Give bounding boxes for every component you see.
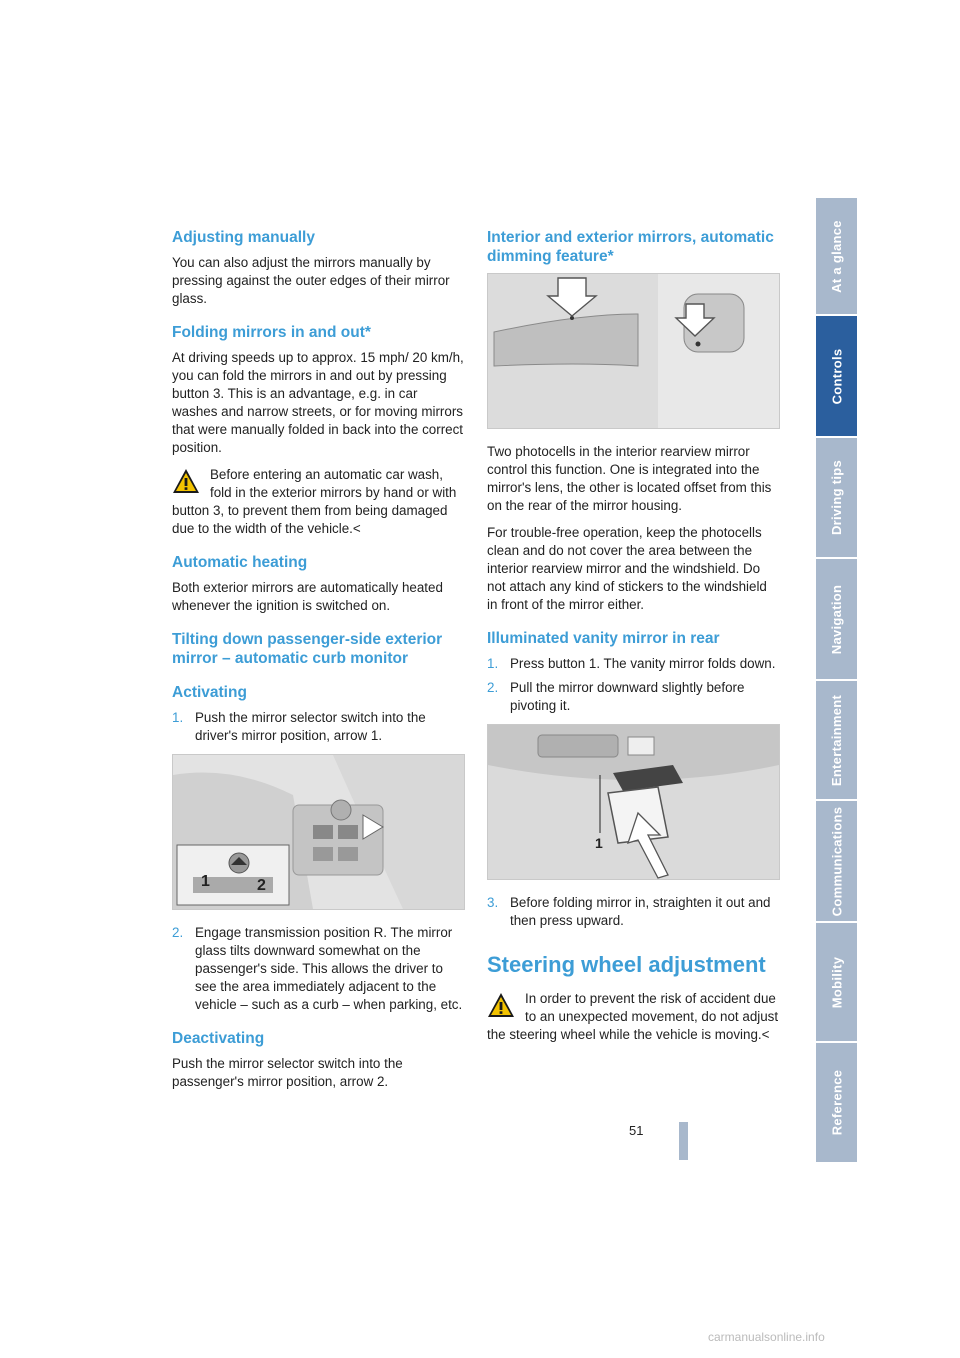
tab-controls[interactable] bbox=[816, 316, 857, 436]
page-marker-bar bbox=[679, 1122, 688, 1160]
heading-steering-wheel: Steering wheel adjustment bbox=[487, 952, 766, 977]
list-item bbox=[172, 709, 465, 745]
paragraph-dimming-2: For trouble-free operation, keep the photocells clean and do not cover the area between the interior rearview mirror and the windshield. Do not attach any kind of stickers to the windshield in front of the mirror either. bbox=[487, 525, 767, 612]
figure-rearview-mirror bbox=[487, 273, 780, 429]
tab-mobility[interactable] bbox=[816, 923, 857, 1041]
step-number: 2. bbox=[172, 925, 184, 940]
figure-label-2: 2 bbox=[257, 877, 266, 894]
heading-deactivating: Deactivating bbox=[172, 1030, 265, 1047]
tab-navigation[interactable] bbox=[816, 559, 857, 679]
figure-label-1: 1 bbox=[201, 873, 210, 890]
list-item bbox=[487, 894, 780, 930]
page-number: 51 bbox=[629, 1123, 644, 1138]
activating-steps-continued bbox=[172, 924, 465, 1014]
step-number: 1. bbox=[487, 656, 499, 671]
step-text: Before folding mirror in, straighten it out and then press upward. bbox=[510, 895, 771, 928]
activating-steps bbox=[172, 709, 465, 745]
step-text: Engage transmission position R. The mirror glass tilts downward somewhat on the passenger's side. This allows the driver to see the area immediately adjacent to the vehicle – such as a curb – when parking, etc. bbox=[195, 925, 463, 1012]
tab-label: Communications bbox=[829, 806, 844, 916]
heading-automatic-heating: Automatic heating bbox=[172, 554, 308, 571]
list-item bbox=[487, 679, 780, 715]
paragraph-deactivating: Push the mirror selector switch into the passenger's mirror position, arrow 2. bbox=[172, 1056, 403, 1089]
list-item bbox=[487, 655, 780, 673]
heading-vanity-mirror: Illuminated vanity mirror in rear bbox=[487, 630, 720, 647]
paragraph-adjusting: You can also adjust the mirrors manually by pressing against the outer edges of their mirror glass. bbox=[172, 255, 450, 306]
heading-tilting-mirror: Tilting down passenger-side exterior mirror – automatic curb monitor bbox=[172, 631, 443, 667]
tab-at-a-glance[interactable] bbox=[816, 198, 857, 314]
section-tabs bbox=[816, 198, 857, 1164]
warning-icon bbox=[172, 468, 200, 494]
heading-adjusting-manually: Adjusting manually bbox=[172, 229, 315, 246]
warning-icon bbox=[487, 992, 515, 1018]
heading-activating: Activating bbox=[172, 684, 247, 701]
tab-label: At a glance bbox=[829, 219, 844, 293]
vanity-steps bbox=[487, 655, 780, 715]
tab-label: Controls bbox=[829, 348, 844, 404]
right-column bbox=[487, 228, 780, 1053]
left-column bbox=[172, 228, 465, 1100]
tab-reference[interactable] bbox=[816, 1043, 857, 1162]
warning-steering bbox=[487, 990, 780, 1044]
figure-vanity-mirror bbox=[487, 724, 780, 880]
paragraph-heating: Both exterior mirrors are automatically heated whenever the ignition is switched on. bbox=[172, 580, 443, 613]
warning-folding bbox=[172, 466, 465, 538]
step-number: 2. bbox=[487, 680, 499, 695]
step-number: 1. bbox=[172, 710, 184, 725]
tab-label: Mobility bbox=[829, 956, 845, 1008]
figure-label-vanity: 1 bbox=[595, 835, 603, 851]
tab-communications[interactable] bbox=[816, 801, 857, 921]
step-text: Push the mirror selector switch into the driver's mirror position, arrow 1. bbox=[195, 710, 426, 743]
step-text: Press button 1. The vanity mirror folds down. bbox=[510, 656, 776, 671]
tab-label: Driving tips bbox=[829, 459, 845, 536]
heading-automatic-dimming: Interior and exterior mirrors, automatic dimming feature* bbox=[487, 229, 774, 265]
tab-label: Entertainment bbox=[829, 694, 844, 786]
heading-folding-mirrors: Folding mirrors in and out* bbox=[172, 324, 371, 341]
tab-driving-tips[interactable] bbox=[816, 438, 857, 557]
list-item bbox=[172, 924, 465, 1014]
paragraph-folding: At driving speeds up to approx. 15 mph/ 20 km/h, you can fold the mirrors in and out by pressing button 3. This is an advantage, e.g. in car washes and narrow streets, or for moving mirrors that were manually folded in back into the correct position. bbox=[172, 350, 464, 455]
warning-steering-text: In order to prevent the risk of accident due to an unexpected movement, do not adjust the steering wheel while the vehicle is moving.< bbox=[487, 991, 779, 1042]
warning-folding-text: Before entering an automatic car wash, fold in the exterior mirrors by hand or with button 3, to prevent them from being damaged due to the width of the vehicle.< bbox=[172, 467, 457, 536]
step-number: 3. bbox=[487, 895, 499, 910]
paragraph-dimming-1: Two photocells in the interior rearview mirror control this function. One is integrated into the mirror's lens, the other is located offset from this on the rear of the mirror housing. bbox=[487, 444, 772, 513]
step-text: Pull the mirror downward slightly before pivoting it. bbox=[510, 680, 745, 713]
footer-watermark: carmanualsonline.info bbox=[708, 1330, 825, 1344]
tab-entertainment[interactable] bbox=[816, 681, 857, 799]
tab-label: Reference bbox=[829, 1069, 845, 1136]
figure-mirror-switch bbox=[172, 754, 465, 910]
tab-label: Navigation bbox=[829, 584, 844, 654]
vanity-steps-continued bbox=[487, 894, 780, 930]
